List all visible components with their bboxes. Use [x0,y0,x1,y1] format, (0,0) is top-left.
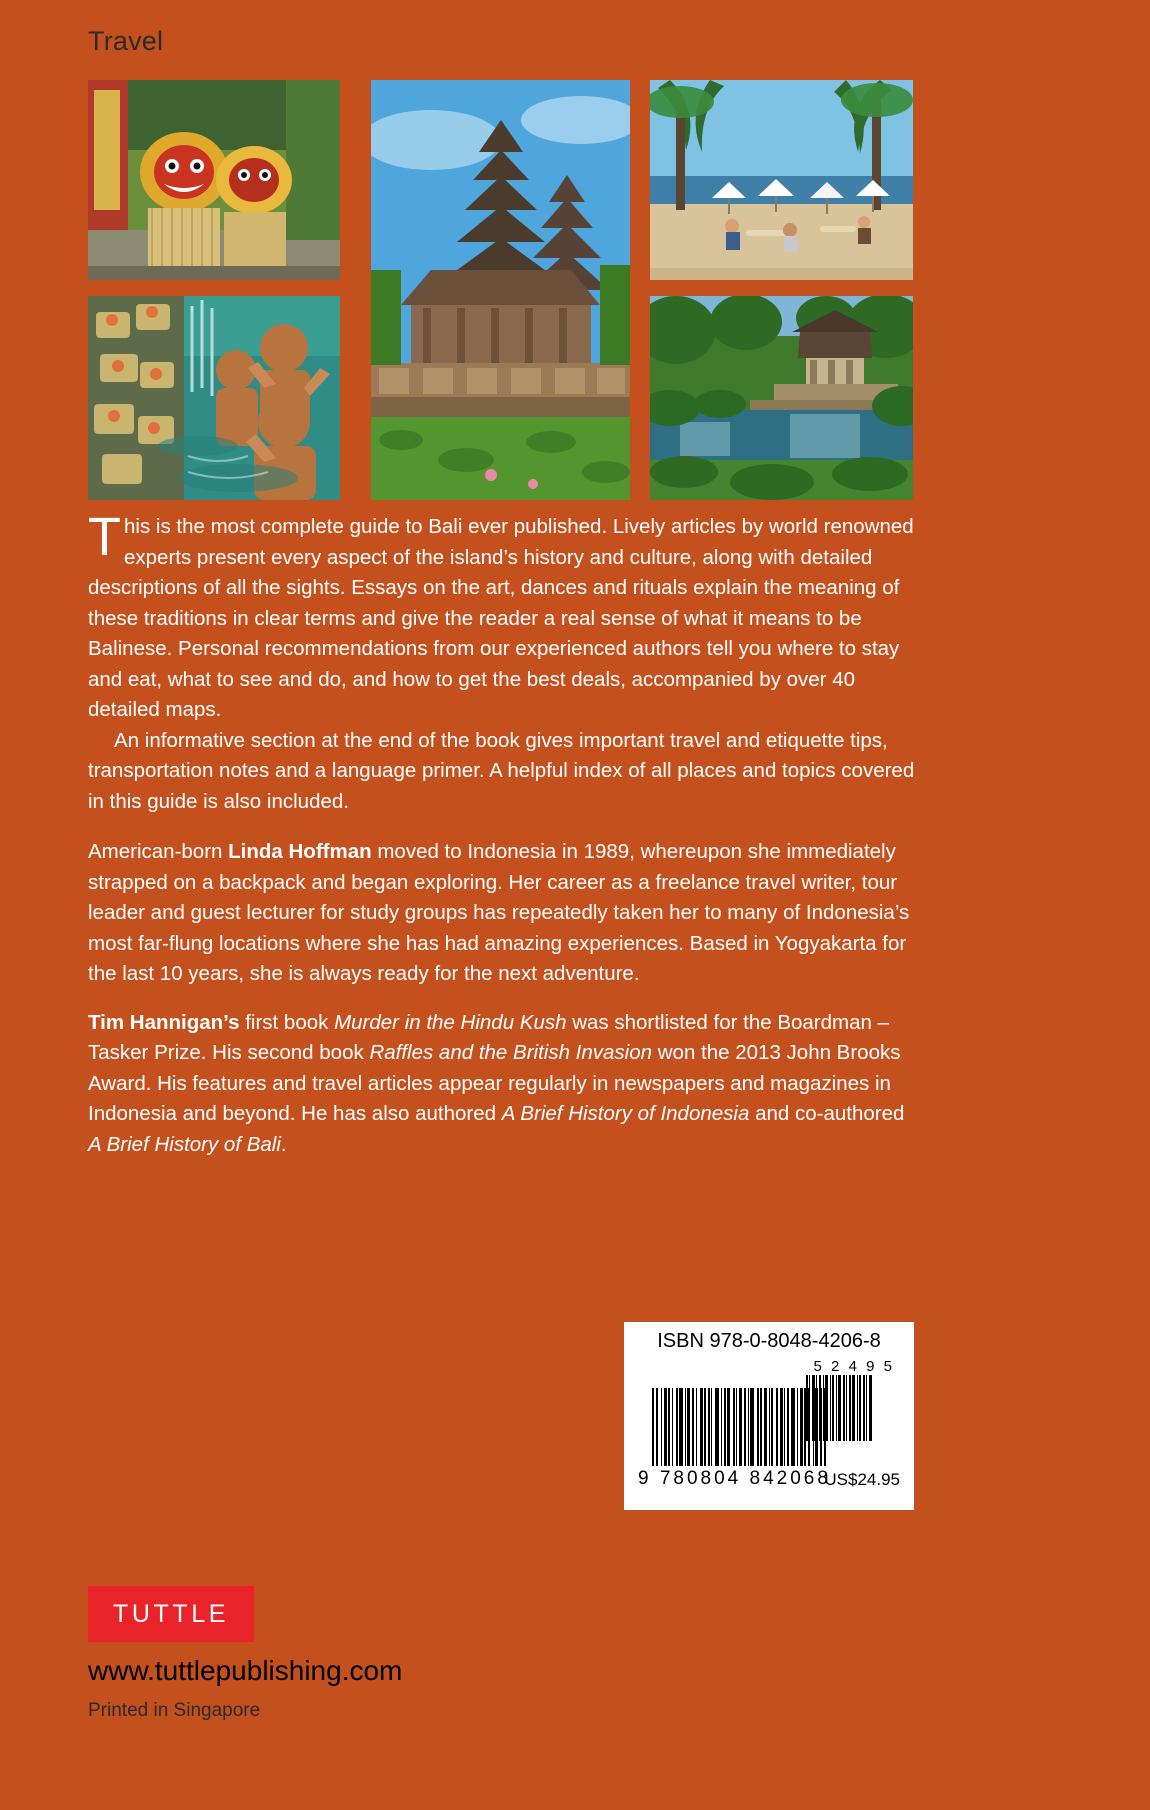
tuttle-publisher-logo [88,1586,254,1642]
isbn-number-label: ISBN 978-0-8048-4206-8 [657,1330,881,1352]
book-title-brief-history-bali: A Brief History of Bali [88,1132,281,1156]
isbn-barcode-block [624,1322,914,1510]
blurb-paragraph-1 [88,507,916,726]
author-bio-tim-hannigan [88,1008,916,1161]
photo-pura-temple [371,80,630,500]
ean13-bars [652,1388,892,1466]
photo-beach-umbrellas-art [650,80,913,280]
photo-barong-masks [88,80,340,280]
author-2-text-1: first book [239,1010,335,1034]
price-label: US$24.95 [824,1470,900,1489]
book-title-brief-history-indonesia: A Brief History of Indonesia [501,1102,750,1125]
author-1-text: moved to Indonesia in 1989, whereupon she immediately strapped on a backpack and began exploring. Her career as a freelance travel writer, tour leader and guest lecturer for study groups has repeatedly taken her to many of Indonesia’s most far-flung locations where she has had amazing experiences. Based in Yogyakarta for the last 10 years, she is always ready for the next adventure. [88,840,910,985]
photo-water-purification-art [88,296,340,500]
photo-barong-masks-art [88,80,340,280]
blurb-paragraph-2: An informative section at the end of the book gives important travel and etiquette tips, transportation notes and a language primer. A helpful index of all places and topics covered in this guide is also included. [88,728,915,813]
book-category-label: Travel [88,26,164,56]
author-2-name: Tim Hannigan’s [88,1010,240,1034]
author-1-name: Linda Hoffman [228,840,372,863]
back-cover-copy [88,507,916,1160]
isbn-addon-digits: 5 2 4 9 5 [813,1358,895,1375]
author-2-text-5: . [280,1132,287,1156]
printed-in-text: Printed in Singapore [88,1700,261,1721]
drop-cap: T [88,507,121,567]
author-1-lead: American-born [88,840,229,863]
author-bio-linda-hoffman [88,837,916,990]
photo-grid [88,80,913,500]
publisher-website[interactable]: www.tuttlepublishing.com [88,1655,403,1686]
photo-temple-garden [650,296,913,500]
book-title-raffles: Raffles and the British Invasion [369,1041,653,1064]
copy-spacer-2 [88,990,916,1008]
tuttle-logo-text: TUTTLE [112,1599,230,1628]
blurb-paragraph-1-text: his is the most complete guide to Bali ever published. Lively articles by world renowned experts present every aspect of the island’s history and culture, along with detailed descriptions of all the sights. Essays on the art, dances and rituals explain the meaning of these traditions in clear terms and give the reader a real sense of what it means to be Balinese. Personal recommendations from our experienced authors tell you where to stay and eat, what to see and do, and how to get the best deals, accompanied by over 40 detailed maps. [88,515,914,721]
photo-pura-temple-art [371,80,630,500]
author-2-text-4: and co-authored [749,1102,905,1125]
photo-temple-garden-art [650,296,913,500]
author-2-text-2: was shortlisted for the Boardman –Tasker Prize. His second book [88,1010,889,1064]
copy-spacer-1 [88,817,916,837]
author-2-text-3: won the 2013 John Brooks Award. His features and travel articles appear regularly in newspapers and magazines in Indonesia and beyond. He has also authored [88,1041,901,1125]
ean13-barcode [652,1388,892,1466]
photo-water-purification [88,296,340,500]
photo-beach-umbrellas [650,80,913,280]
book-title-murder-hindu-kush: Murder in the Hindu Kush [334,1010,567,1034]
ean13-digits: 9 780804 842068 [638,1468,831,1489]
